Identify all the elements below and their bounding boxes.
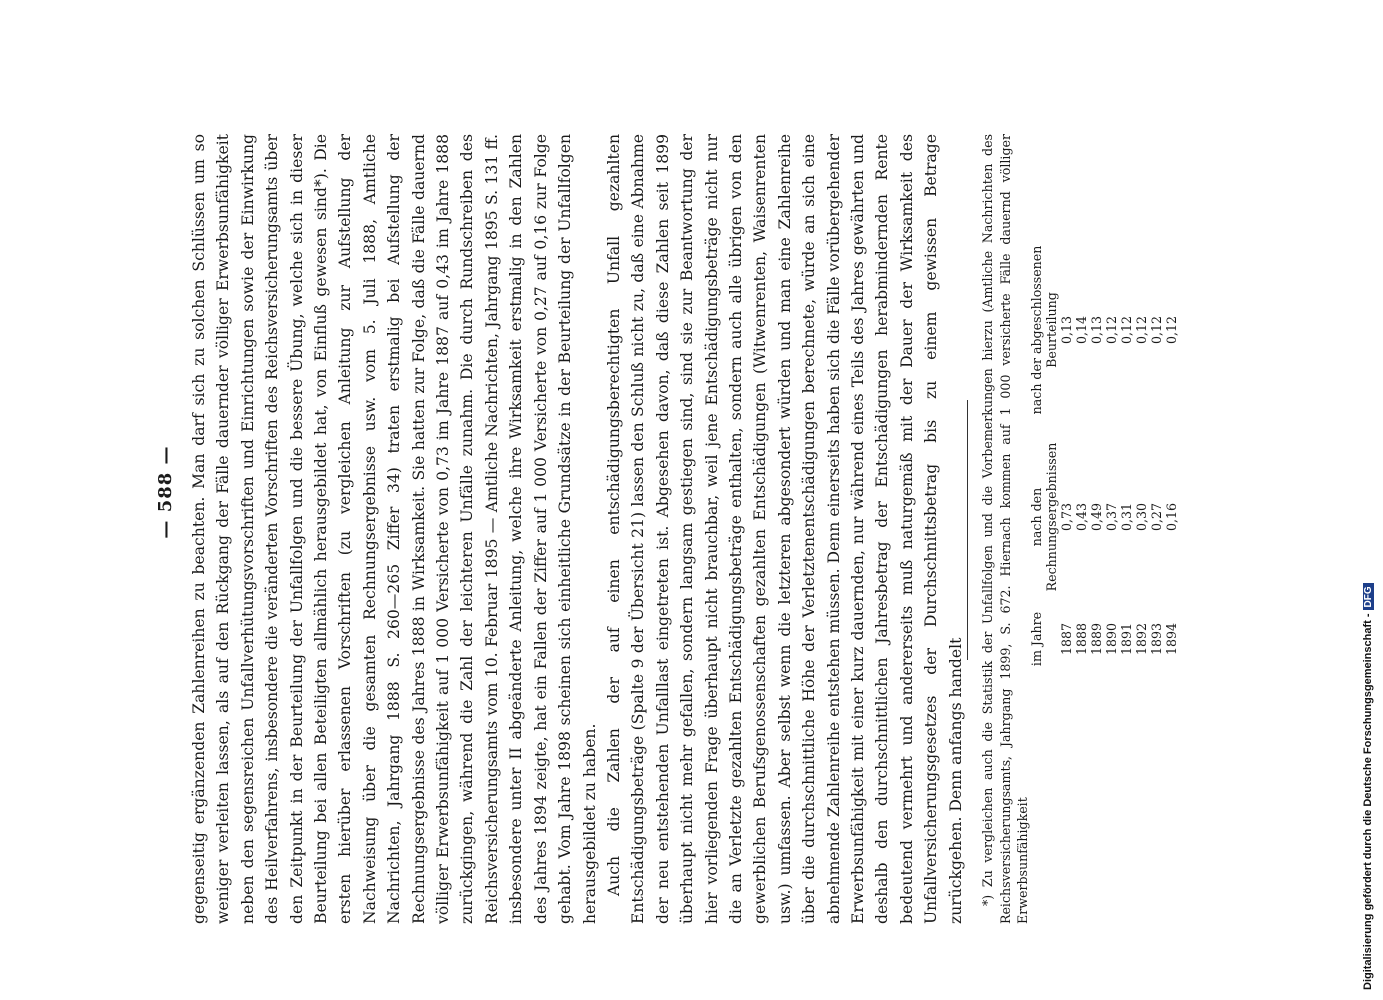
cell-value: 0,16 <box>1164 502 1179 532</box>
cell-value: 0,12 <box>1104 315 1119 345</box>
table-row <box>1059 224 1074 680</box>
cell-value: 0,13 <box>1059 315 1074 345</box>
cell-year: 1894 <box>1164 622 1179 656</box>
footnote <box>979 134 1032 924</box>
cell-year: 1891 <box>1119 622 1134 656</box>
credit-text: Digitalisierung gefördert durch die Deutsche Forschungsgemeinschaft - <box>1362 613 1374 990</box>
table-row <box>1074 224 1089 680</box>
cell-year: 1893 <box>1149 622 1164 656</box>
statistics-table <box>1029 224 1179 680</box>
cell-value: 0,12 <box>1119 315 1134 345</box>
cell-value: 0,30 <box>1134 502 1149 532</box>
digitization-credit <box>1362 583 1374 990</box>
rotated-page <box>141 80 1179 960</box>
page-number: — 588 — <box>155 445 176 539</box>
cell-value: 0,31 <box>1119 502 1134 532</box>
footnote-table <box>1029 60 1179 680</box>
cell-value: 0,49 <box>1089 502 1104 532</box>
cell-value: 0,27 <box>1149 502 1164 532</box>
cell-value: 0,37 <box>1104 502 1119 532</box>
cell-value: 0,14 <box>1074 315 1089 345</box>
table-row <box>1089 224 1104 680</box>
table-row <box>1149 224 1164 680</box>
header-rechnungsergebnisse: nach den Rechnungsergebnissen <box>1029 442 1059 592</box>
dfg-logo: DFG <box>1363 583 1374 610</box>
cell-value: 0,12 <box>1134 315 1149 345</box>
cell-value: 0,12 <box>1164 315 1179 345</box>
table-row <box>1164 224 1179 680</box>
cell-year: 1890 <box>1104 622 1119 656</box>
cell-year: 1887 <box>1059 622 1074 656</box>
table-row <box>1119 224 1134 680</box>
cell-value: 0,43 <box>1074 502 1089 532</box>
table-row <box>1104 224 1119 680</box>
footnote-text: *) Zu vergleichen auch die Statistik der Unfallfolgen und die Vorbemerkungen hierzu (Amtliche Nachrichten des Reichsversicherungsamts, Jahrgang 1899, S. 672. Hiernach kommen auf 1 000 versicherte Fälle dauernd völliger Erwerbsunfähigkeit <box>980 134 1030 924</box>
paragraph-1: gegenseitig ergänzenden Zahlenreihen zu beachten. Man darf sich zu solchen Schlüssen um so weniger verleiten lassen, als auf den Rückgang der Fälle dauernder völliger Erwerbsunfähigkeit neben den segensreichen Unfallverhütungsvorschriften und Einrichtungen sowie der Einwirkung des Heilverfahrens, insbesondere die veränderten Vorschriften des Reichsversicherungsamts über den Zeitpunkt in der Beurteilung der Unfallfolgen und die bessere Übung, welche sich in dieser Beurteilung bei allen Beteiligten allmählich herausgebildet hat, von Einfluß gewesen sind*). Die ersten hierüber erlassenen Vorschriften (zu vergleichen Anleitung zur Aufstellung der Nachweisung über die gesamten Rechnungsergebnisse usw. vom 5. Juli 1888, Amtliche Nachrichten, Jahrgang 1888 S. 260—265 Ziffer 34) traten erstmalig bei Aufstellung der Rechnungsergebnisse des Jahres 1888 in Wirksamkeit. Sie hatten zur Folge, daß die Fälle dauernd völliger Erwerbsunfähigkeit auf 1 000 Versicherte von 0,73 im Jahre 1887 auf 0,43 im Jahre 1888 zurückgingen, während die Zahl der leichteren Unfälle zunahm. Die durch Rundschreiben des Reichsversicherungsamts vom 10. Februar 1895 — Amtliche Nachrichten, Jahrgang 1895 S. 131 ff. insbesondere unter II abgeänderte Anleitung, welche ihre Wirksamkeit erstmalig in den Zahlen des Jahres 1894 zeigte, hat ein Fallen der Ziffer auf 1 000 Versicherte von 0,27 auf 0,16 zur Folge gehabt. Vom Jahre 1898 scheinen sich einheitliche Grundsätze in der Beurteilung der Unfallfolgen herausgebildet zu haben. <box>190 134 599 924</box>
cell-value: 0,73 <box>1059 502 1074 532</box>
cell-value: 0,12 <box>1149 315 1164 345</box>
table-header-row <box>1029 224 1059 680</box>
cell-year: 1889 <box>1089 622 1104 656</box>
header-year: im Jahre <box>1029 611 1044 667</box>
cell-value: 0,13 <box>1089 315 1104 345</box>
body-text <box>187 134 968 924</box>
header-beurteilung: nach der abgeschlossenen Beurteilung <box>1029 245 1059 415</box>
table-row <box>1134 224 1149 680</box>
cell-year: 1888 <box>1074 622 1089 656</box>
footnote-rule <box>967 400 968 660</box>
paragraph-2: Auch die Zahlen der auf einen entschädigungsberechtigten Unfall gezahlten Entschädigungsbeträge (Spalte 9 der Übersicht 21) lassen den Schluß nicht zu, daß eine Abnahme der neu entstehenden Unfalllast eingetreten ist. Abgesehen davon, daß diese Zahlen seit 1899 überhaupt nicht mehr gefallen, sondern langsam gestiegen sind, sind sie zur Beantwortung der hier vorliegenden Frage überhaupt nicht brauchbar, weil jene Entschädigungsbeträge nicht nur die an Verletzte gezahlten Entschädigungsbeträge enthalten, sondern auch alle übrigen von den gewerblichen Berufsgenossenschaften gezahlten Entschädigungen (Witwenrenten, Waisenrenten usw.) umfassen. Aber selbst wenn die letzteren abgesondert würden und man eine Zahlenreihe über die durchschnittliche Höhe der Verletztenentschädigungen berechnete, würde an sich eine abnehmende Zahlenreihe entstehen müssen. Denn einerseits haben sich die Fälle vorübergehender Erwerbsunfähigkeit mit einer kurz dauernden, nur während eines Teils des Jahres gewährten und deshalb den durchschnittlichen Jahresbetrag der Entschädigungen herabmindernden Rente bedeutend vermehrt und andererseits muß naturgemäß mit der Dauer der Wirksamkeit des Unfallversicherungsgesetzes der Durchschnittsbetrag bis zu einem gewissen Betrage zurückgehen. Denn anfangs handelt <box>604 134 965 924</box>
cell-year: 1892 <box>1134 622 1149 656</box>
